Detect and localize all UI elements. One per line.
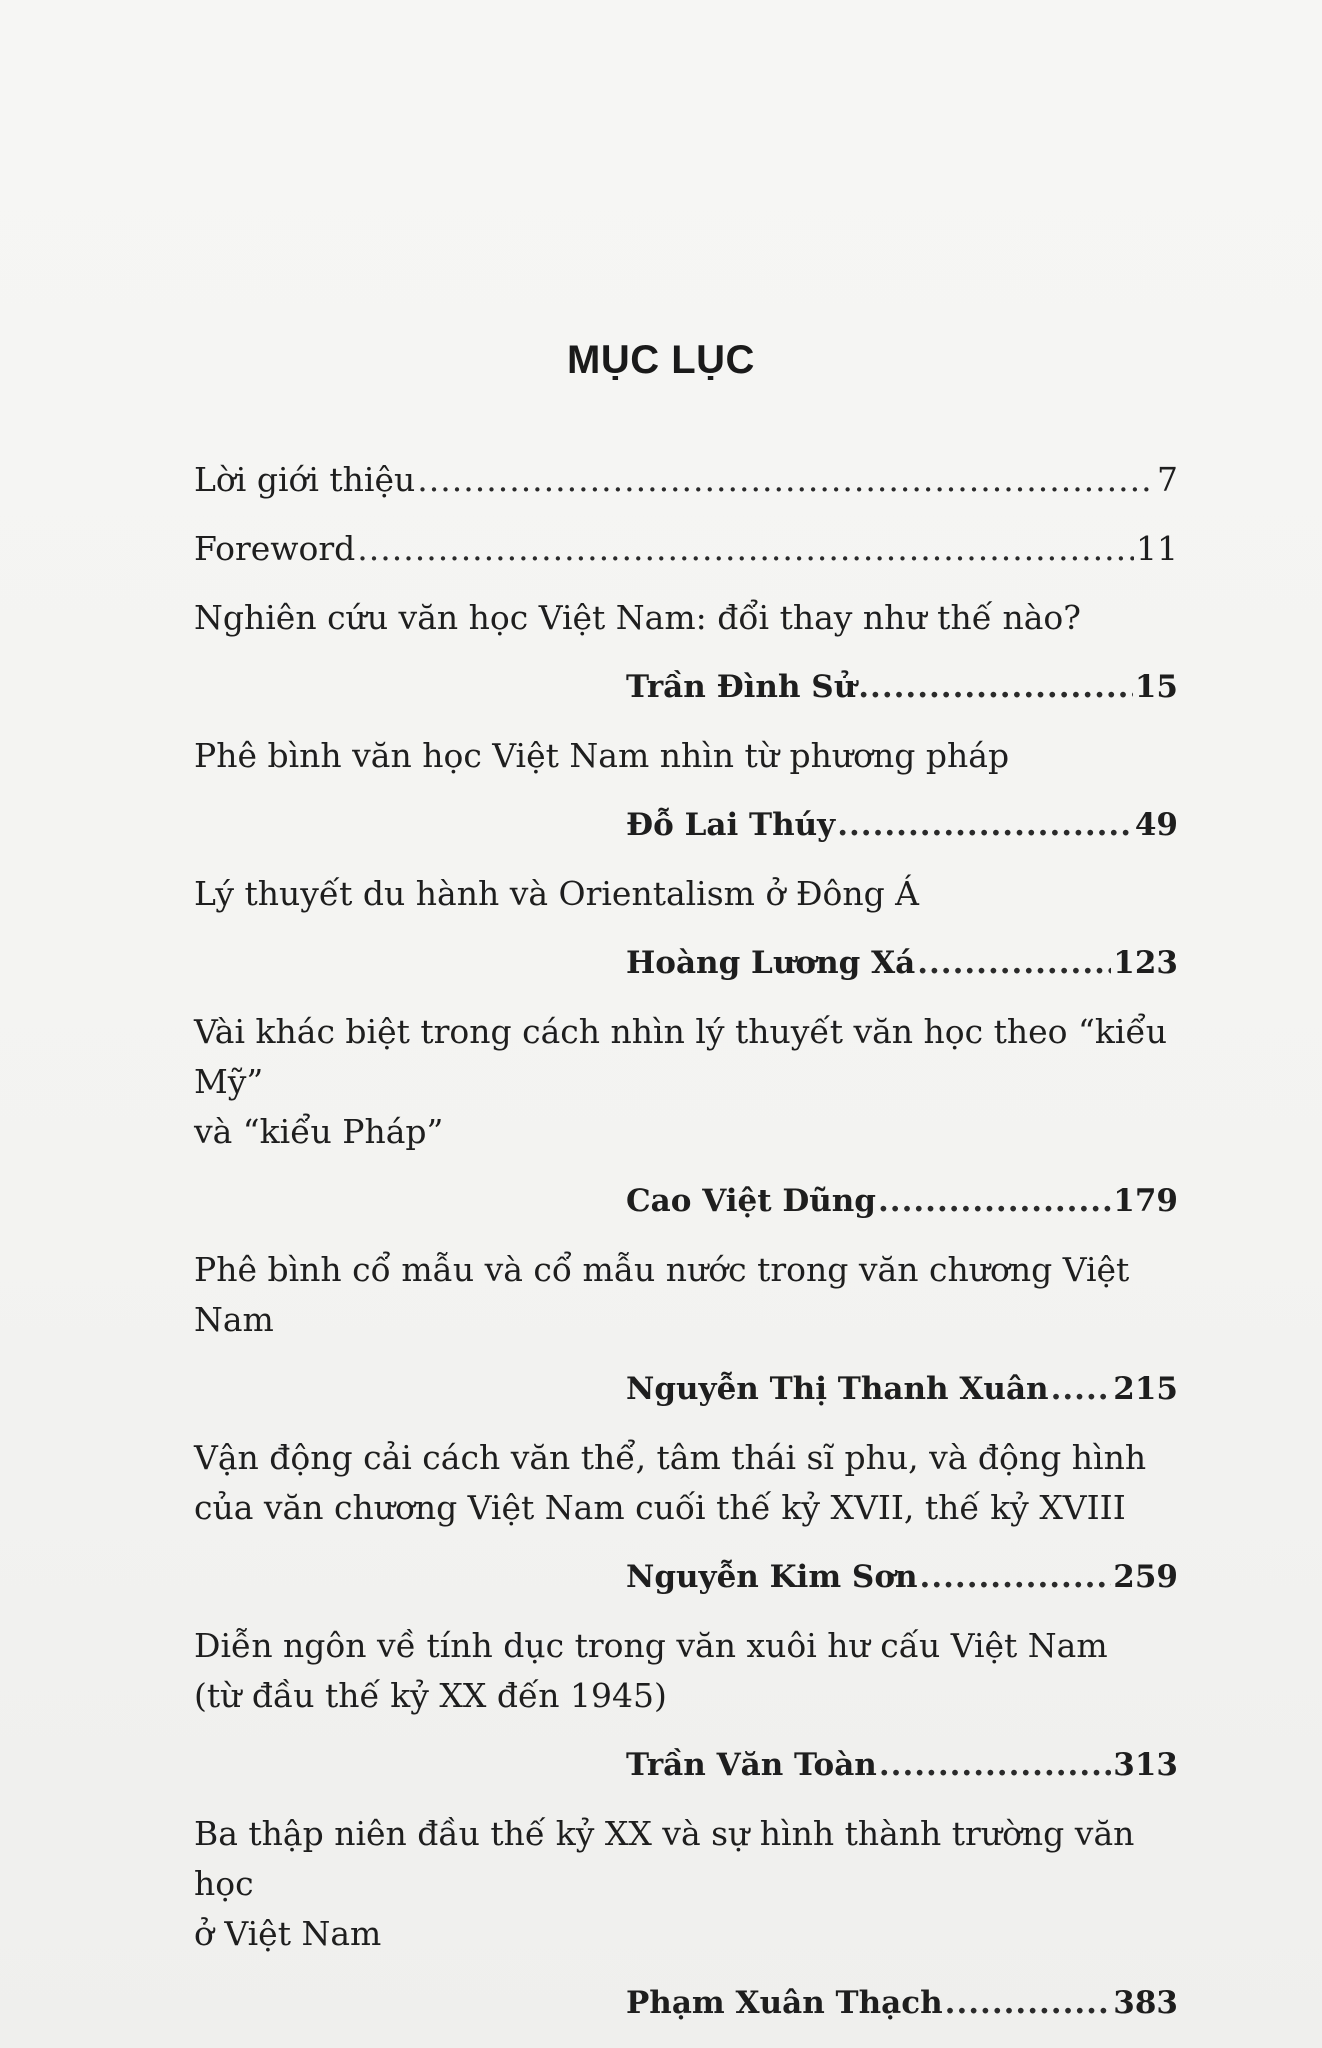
toc-entry-title: Foreword xyxy=(194,529,356,568)
toc-entry-title xyxy=(194,1007,1178,1157)
toc-author-row xyxy=(626,938,1178,988)
dot-leader xyxy=(837,800,1133,850)
dot-leader xyxy=(945,1978,1112,2028)
toc-page-number: 259 xyxy=(1113,1559,1178,1595)
toc-entry xyxy=(194,869,1178,988)
toc-entry xyxy=(194,1433,1178,1602)
toc-entry-title-line: ở Việt Nam xyxy=(194,1914,382,1953)
toc-page-number: 383 xyxy=(1113,1985,1178,2021)
toc-entry-title xyxy=(194,1809,1178,1959)
toc-entry-title xyxy=(194,1621,1178,1721)
dot-leader xyxy=(917,938,1111,988)
toc-entry-title xyxy=(194,1433,1178,1533)
dot-leader xyxy=(920,1552,1112,1602)
toc-page-number: 313 xyxy=(1113,1747,1178,1783)
toc-author-row xyxy=(626,1740,1178,1790)
toc-author: Đỗ Lai Thúy xyxy=(626,807,836,843)
toc-author-row xyxy=(626,1176,1178,1226)
dot-leader xyxy=(879,1740,1111,1790)
toc-entry-title: Lời giới thiệu xyxy=(194,460,416,499)
toc-page-number: 49 xyxy=(1134,807,1178,843)
toc-entry xyxy=(194,1809,1178,2028)
toc-entry-title-line: (từ đầu thế kỷ XX đến 1945) xyxy=(194,1676,667,1715)
toc-entry xyxy=(194,1245,1178,1414)
toc-author-row xyxy=(626,1364,1178,1414)
toc-author: Cao Việt Dũng xyxy=(626,1183,876,1219)
toc-page-number: 215 xyxy=(1113,1371,1178,1407)
dot-leader xyxy=(417,455,1155,505)
toc-entry xyxy=(194,524,1178,574)
toc-entry-title-line: Ba thập niên đầu thế kỷ XX và sự hình thành trường văn học xyxy=(194,1814,1135,1903)
page-title: MỤC LỤC xyxy=(567,338,755,382)
toc-page-number: 11 xyxy=(1136,529,1178,568)
toc-author: Hoàng Lương Xá xyxy=(626,945,916,981)
dot-leader xyxy=(878,1176,1111,1226)
dot-leader xyxy=(1051,1364,1112,1414)
toc-entry-title: Nghiên cứu văn học Việt Nam: đổi thay như thế nào? xyxy=(194,598,1081,637)
toc-author: Phạm Xuân Thạch xyxy=(626,1985,943,2021)
toc-page-number: 123 xyxy=(1113,945,1178,981)
toc-entry-title: Phê bình văn học Việt Nam nhìn từ phương pháp xyxy=(194,736,1010,775)
toc-entry xyxy=(194,1621,1178,1790)
toc-entry xyxy=(194,455,1178,505)
toc-entry xyxy=(194,731,1178,850)
toc-author: Nguyễn Thị Thanh Xuân xyxy=(626,1371,1049,1407)
toc-author: Trần Đình Sử xyxy=(626,669,857,705)
toc-entry-title-line: Vài khác biệt trong cách nhìn lý thuyết văn học theo “kiểu Mỹ” xyxy=(194,1012,1168,1101)
toc-entry-title-line: của văn chương Việt Nam cuối thế kỷ XVII, thế kỷ XVIII xyxy=(194,1488,1126,1527)
table-of-contents xyxy=(194,455,1178,2047)
toc-entry xyxy=(194,1007,1178,1226)
toc-page-number: 179 xyxy=(1113,1183,1178,1219)
toc-entry-title: Lý thuyết du hành và Orientalism ở Đông Á xyxy=(194,874,920,913)
toc-page-number: 15 xyxy=(1134,669,1178,705)
toc-entry xyxy=(194,593,1178,712)
dot-leader xyxy=(858,662,1133,712)
toc-page-number: 7 xyxy=(1157,460,1178,499)
toc-author-row xyxy=(626,800,1178,850)
toc-entry-title-line: và “kiểu Pháp” xyxy=(194,1112,444,1151)
toc-author-row xyxy=(626,1552,1178,1602)
dot-leader xyxy=(357,524,1134,574)
toc-author: Trần Văn Toàn xyxy=(626,1747,877,1783)
toc-entry-title: Phê bình cổ mẫu và cổ mẫu nước trong văn chương Việt Nam xyxy=(194,1250,1130,1339)
toc-entry-title-line: Vận động cải cách văn thể, tâm thái sĩ phu, và động hình xyxy=(194,1438,1147,1477)
toc-author: Nguyễn Kim Sơn xyxy=(626,1559,918,1595)
toc-entry-title-line: Diễn ngôn về tính dục trong văn xuôi hư cấu Việt Nam xyxy=(194,1626,1108,1665)
toc-author-row xyxy=(626,1978,1178,2028)
toc-author-row xyxy=(626,662,1178,712)
